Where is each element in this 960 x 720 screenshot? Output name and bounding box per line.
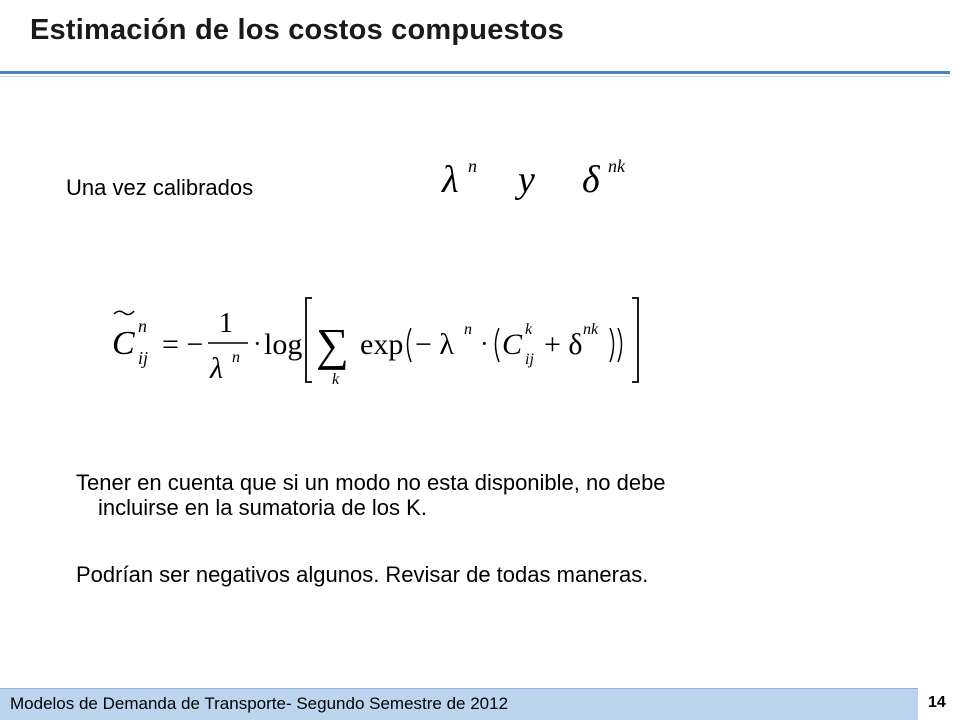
equals-minus: = −	[162, 328, 204, 361]
log-function: log	[264, 328, 303, 361]
inner-left-paren	[496, 328, 500, 362]
left-bracket	[306, 298, 312, 382]
title-divider-shadow	[0, 76, 950, 77]
exp-left-paren	[408, 328, 412, 362]
inner-dot-operator: ·	[480, 329, 489, 358]
connector-y: y	[518, 159, 535, 201]
note-line-1: Tener en cuenta que si un modo no esta disponible, no debe	[76, 470, 666, 495]
exp-function: exp	[360, 328, 404, 361]
dot-operator: ·	[253, 329, 262, 358]
inner-delta-superscript: nk	[583, 321, 599, 338]
summation-index: k	[332, 371, 340, 388]
fraction-denominator-superscript: n	[232, 349, 240, 366]
mode-cost-superscript: k	[525, 321, 533, 338]
mode-cost-subscript: ij	[525, 351, 534, 368]
note-paragraph-2: Podrían ser negativos algunos. Revisar de todas maneras.	[76, 562, 649, 587]
note-line-2: incluirse en la sumatoria de los K.	[98, 495, 427, 520]
delta-symbol: δ	[582, 159, 600, 201]
lhs-subscript: ij	[138, 348, 149, 368]
page-number: 14	[928, 694, 946, 711]
fraction-numerator: 1	[219, 308, 233, 339]
fraction-denominator: λ	[210, 352, 223, 385]
delta-superscript: nk	[608, 156, 625, 176]
lambda-symbol: λ	[442, 159, 459, 201]
lambda-superscript: n	[468, 156, 477, 176]
slide-title: Estimación de los costos compuestos	[30, 14, 564, 46]
composite-cost-formula	[110, 292, 650, 388]
inner-lambda-superscript: n	[464, 321, 472, 338]
plus-delta: + δ	[544, 328, 583, 361]
calibrated-parameters	[436, 148, 666, 208]
summation-symbol: ∑	[316, 319, 349, 370]
note-paragraph-1	[76, 470, 836, 520]
right-bracket	[632, 298, 638, 382]
lhs-superscript: n	[138, 316, 147, 336]
mode-cost-symbol: C	[502, 328, 523, 361]
tilde-mark	[114, 311, 134, 315]
minus-lambda: − λ	[415, 328, 454, 361]
footer-course-title: Modelos de Demanda de Transporte- Segundo Semestre de 2012	[10, 694, 509, 713]
title-divider	[0, 71, 950, 74]
intro-text: Una vez calibrados	[66, 175, 254, 200]
exp-right-paren	[618, 328, 622, 362]
lhs-cost-symbol: C	[112, 325, 135, 362]
inner-right-paren	[610, 328, 614, 362]
